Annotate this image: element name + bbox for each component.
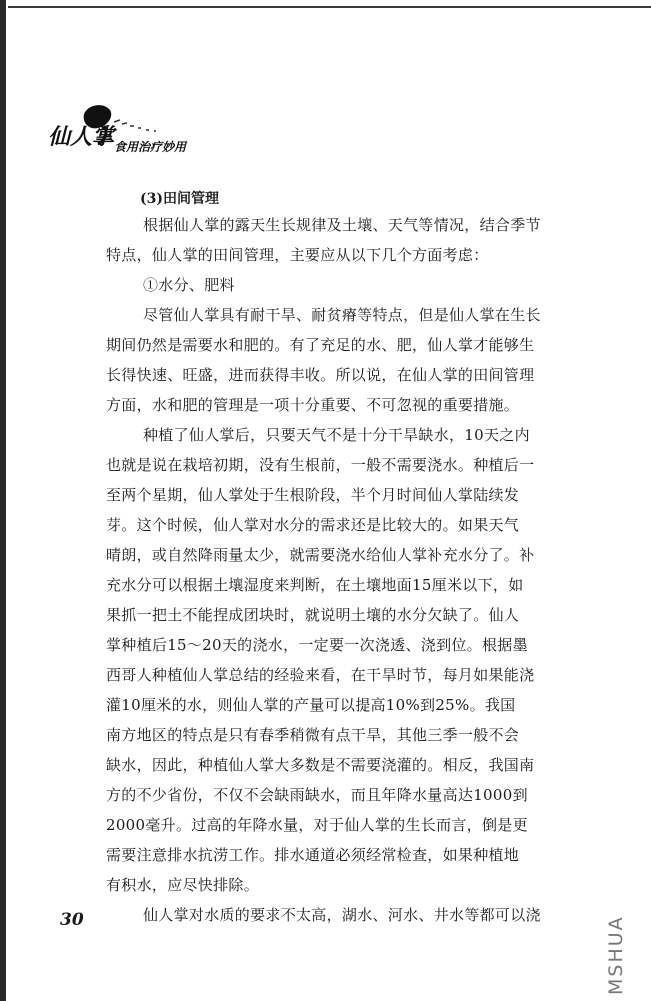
para1-line-2: 期间仍然是需要水和肥的。有了充足的水、肥，仙人掌才能够生 — [106, 336, 535, 354]
para2-line-13: 方的不少省份，不仅不会缺雨缺水，而且年降水量高达1000到 — [106, 786, 528, 804]
para2-line-3: 至两个星期，仙人掌处于生根阶段，半个月时间仙人掌陆续发 — [106, 486, 520, 504]
para2-line-10: 灌10厘米的水，则仙人掌的产量可以提高10%到25%。我国 — [106, 696, 516, 714]
book-logo — [44, 96, 224, 166]
subheading: ①水分、肥料 — [143, 276, 235, 294]
intro-line-1: 根据仙人掌的露天生长规律及土壤、天气等情况，结合季节 — [143, 216, 541, 234]
logo-title: 仙人掌 — [48, 124, 115, 150]
para1-line-1: 尽管仙人掌具有耐干旱、耐贫瘠等特点，但是仙人掌在生长 — [143, 306, 541, 324]
section-heading: (3)田间管理 — [140, 191, 219, 207]
top-rule — [8, 6, 651, 8]
intro-line-2: 特点，仙人掌的田间管理，主要应从以下几个方面考虑： — [106, 246, 489, 264]
para2-line-6: 充水分可以根据土壤湿度来判断，在土壤地面15厘米以下，如 — [106, 576, 524, 594]
para2-line-5: 晴朗，或自然降雨量太少，就需要浇水给仙人掌补充水分了。补 — [106, 546, 535, 564]
para1-line-4: 方面，水和肥的管理是一项十分重要、不可忽视的重要措施。 — [106, 396, 520, 414]
para2-line-9: 西哥人种植仙人掌总结的经验来看，在干旱时节，每月如果能浇 — [106, 666, 535, 684]
para1-line-3: 长得快速、旺盛，进而获得丰收。所以说，在仙人掌的田间管理 — [106, 366, 535, 384]
para2-line-1: 种植了仙人掌后，只要天气不是十分干旱缺水，10天之内 — [143, 426, 530, 444]
para2-line-11: 南方地区的特点是只有春季稍微有点干旱，其他三季一般不会 — [106, 726, 520, 744]
para2-line-4: 芽。这个时候，仙人掌对水分的需求还是比较大的。如果天气 — [106, 516, 520, 534]
watermark: MSHUA — [605, 915, 627, 995]
para2-line-12: 缺水，因此，种植仙人掌大多数是不需要浇灌的。相反，我国南 — [106, 756, 535, 774]
page-number: 30 — [60, 910, 84, 930]
para2-line-15: 需要注意排水抗涝工作。排水通道必须经常检查，如果种植地 — [106, 846, 520, 864]
logo-subtitle: 食用治疗妙用 — [114, 140, 187, 154]
page-edge-shadow — [0, 0, 6, 1001]
para2-line-7: 果抓一把土不能捏成团块时，就说明土壤的水分欠缺了。仙人 — [106, 606, 520, 624]
para2-line-2: 也就是说在栽培初期，没有生根前，一般不需要浇水。种植后一 — [106, 456, 535, 474]
para2-line-16: 有积水，应尽快排除。 — [106, 876, 260, 894]
para2-line-8: 掌种植后15～20天的浇水，一定要一次浇透、浇到位。根据墨 — [106, 636, 528, 654]
para3-line-1: 仙人掌对水质的要求不太高，湖水、河水、井水等都可以浇 — [143, 906, 541, 924]
para2-line-14: 2000毫升。过高的年降水量，对于仙人掌的生长而言，倒是更 — [106, 816, 528, 834]
